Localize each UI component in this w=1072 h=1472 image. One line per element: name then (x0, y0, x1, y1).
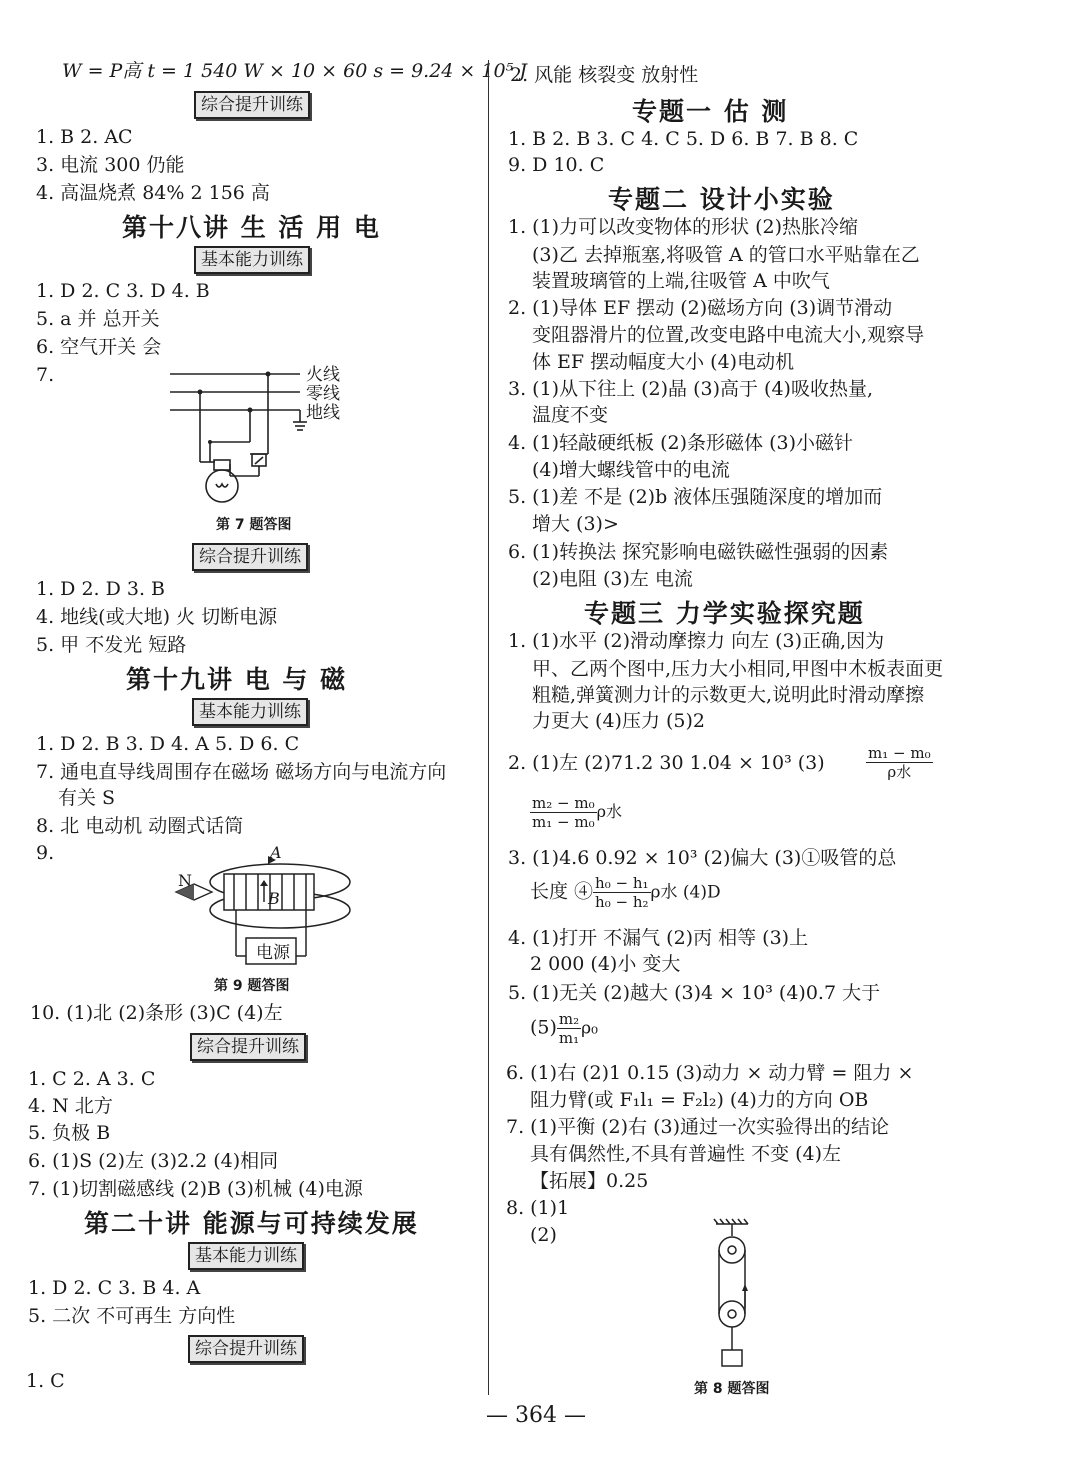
formula-line: W = P高 t = 1 540 W × 10 × 60 s = 9.24 × 10⁵ J (62, 60, 527, 82)
answer-line: 6. (1)S (2)左 (3)2.2 (4)相同 (28, 1150, 279, 1172)
answer-line: 5. 负极 B (28, 1122, 111, 1144)
answer-line: 7. (1)平衡 (2)右 (3)通过一次实验得出的结论 (506, 1116, 889, 1138)
answer-line: 1. C (26, 1370, 65, 1392)
answer-line: 8. (1)1 (506, 1197, 570, 1219)
answer-line: (2)电阻 (3)左 电流 (532, 568, 693, 590)
answer-line: 1. (1)水平 (2)滑动摩擦力 向左 (3)正确,因为 (508, 630, 885, 652)
answer-line: 具有偶然性,不具有普遍性 不变 (4)左 (530, 1143, 842, 1165)
answer-line: 10. (1)北 (2)条形 (3)C (4)左 (30, 1002, 283, 1024)
section-badge-comprehensive: 综合提升训练 (192, 543, 308, 571)
fig7-caption: 第 7 题答图 (216, 517, 292, 533)
answer-line: 1. B 2. AC (36, 126, 133, 148)
section-badge-basic: 基本能力训练 (188, 1242, 304, 1270)
answer-line: 有关 S (58, 787, 116, 809)
answer-line: 2. (1)导体 EF 摆动 (2)磁场方向 (3)调节滑动 (508, 297, 893, 319)
answer-line: 6. (1)转换法 探究影响电磁铁磁性强弱的因素 (508, 541, 889, 563)
q5-fraction-line: (5) $\frac{\text{m₂}}{\text{m₁}}$ ρ₀ (530, 1010, 598, 1047)
answer-line: 4. 高温烧煮 84% 2 156 高 (36, 182, 270, 204)
lecture-19-title: 第十九讲 电 与 磁 (126, 665, 348, 694)
lecture-20-title: 第二十讲 能源与可持续发展 (84, 1209, 419, 1238)
topic-1-title: 专题一 估 测 (632, 97, 789, 126)
answer-line: 装置玻璃管的上端,往吸管 A 中吹气 (532, 270, 830, 292)
fig7-label-ground: 地线 (306, 403, 340, 423)
q3-fraction-line: 长度 ④ $\frac{\text{h₀ − h₁}}{\text{h₀ − h₂}}$ ρ水 (4)D (530, 874, 721, 911)
fig9-label-n: N (178, 871, 192, 890)
answer-line: (2) (530, 1224, 557, 1246)
answer-line: 5. a 并 总开关 (36, 308, 160, 330)
answer-line: 4. (1)轻敲硬纸板 (2)条形磁体 (3)小磁针 (508, 432, 853, 454)
answer-line: 温度不变 (532, 404, 609, 426)
answer-line: 4. 地线(或大地) 火 切断电源 (36, 606, 278, 628)
answer-line: 9. D 10. C (508, 154, 605, 176)
answer-line: 2 000 (4)小 变大 (530, 953, 681, 975)
topic-3-title: 专题三 力学实验探究题 (584, 599, 865, 628)
section-badge-basic: 基本能力训练 (192, 698, 308, 726)
answer-line: 5. 二次 不可再生 方向性 (28, 1305, 236, 1327)
answer-line: 粗糙,弹簧测力计的示数更大,说明此时滑动摩擦 (532, 684, 925, 706)
answer-line: 4. (1)打开 不漏气 (2)丙 相等 (3)上 (508, 927, 809, 949)
answer-line: 2. 风能 核裂变 放射性 (510, 64, 699, 86)
answer-line: 6. (1)右 (2)1 0.15 (3)动力 × 动力臂 = 阻力 × (506, 1062, 914, 1084)
answer-line: 1. B 2. B 3. C 4. C 5. D 6. B 7. B 8. C (508, 128, 859, 150)
answer-line: 1. D 2. C 3. B 4. A (28, 1277, 201, 1299)
answer-line: 增大 (3)> (532, 513, 619, 535)
answer-line: 8. 北 电动机 动圈式话筒 (36, 815, 244, 837)
answer-line: 1. C 2. A 3. C (28, 1068, 156, 1090)
answer-line: 变阻器滑片的位置,改变电路中电流大小,观察导 (532, 324, 925, 346)
fig9-caption: 第 9 题答图 (214, 978, 290, 994)
section-badge-comprehensive: 综合提升训练 (188, 1335, 304, 1363)
answer-line: 2. (1)左 (2)71.2 30 1.04 × 10³ (3) (508, 752, 825, 774)
fig9-label-b: B (268, 889, 280, 908)
column-divider (488, 60, 489, 1395)
answer-line: 5. 甲 不发光 短路 (36, 634, 187, 656)
answer-line: 1. D 2. B 3. D 4. A 5. D 6. C (36, 733, 300, 755)
answer-line: 3. (1)从下往上 (2)晶 (3)高于 (4)吸收热量, (508, 378, 873, 400)
answer-line: 6. 空气开关 会 (36, 336, 162, 358)
answer-line: 【拓展】0.25 (530, 1170, 649, 1192)
fig8-caption: 第 8 题答图 (694, 1381, 770, 1397)
answer-line: 7. (1)切割磁感线 (2)B (3)机械 (4)电源 (28, 1178, 363, 1200)
answer-line: 体 EF 摆动幅度大小 (4)电动机 (532, 351, 795, 373)
lecture-18-title: 第十八讲 生 活 用 电 (122, 213, 381, 242)
answer-line: 7. (36, 364, 55, 386)
answer-line: 1. (1)力可以改变物体的形状 (2)热胀冷缩 (508, 216, 859, 238)
answer-line: 3. 电流 300 仍能 (36, 154, 185, 176)
answer-line: 力更大 (4)压力 (5)2 (532, 710, 705, 732)
answer-line: (3)乙 去掉瓶塞,将吸管 A 的管口水平贴靠在乙 (532, 244, 920, 266)
answer-line: 1. D 2. D 3. B (36, 578, 166, 600)
topic-2-title: 专题二 设计小实验 (608, 185, 835, 214)
fig7-label-live: 火线 (306, 365, 340, 385)
section-badge-comprehensive: 综合提升训练 (190, 1033, 306, 1061)
answer-line: 阻力臂(或 F₁l₁ = F₂l₂) (4)力的方向 OB (530, 1089, 869, 1111)
answer-line: 9. (36, 842, 55, 864)
q2-fraction-2: $\frac{\text{m₂ − m₀}}{\text{m₁ − m₀}}$ ρ水 (532, 794, 622, 831)
section-badge-basic: 基本能力训练 (194, 246, 310, 274)
section-badge-comprehensive: 综合提升训练 (194, 91, 310, 119)
answer-line: 3. (1)4.6 0.92 × 10³ (2)偏大 (3)①吸管的总 (508, 847, 897, 869)
fig7-label-neutral: 零线 (306, 384, 340, 404)
answer-line: 7. 通电直导线周围存在磁场 磁场方向与电流方向 (36, 761, 447, 783)
page-number: — 364 — (486, 1403, 586, 1428)
answer-line: 5. (1)差 不是 (2)b 液体压强随深度的增加而 (508, 486, 883, 508)
answer-line: 4. N 北方 (28, 1095, 113, 1117)
fig9-label-a: A (270, 843, 282, 862)
answer-line: (4)增大螺线管中的电流 (532, 459, 730, 481)
answer-line: 甲、乙两个图中,压力大小相同,甲图中木板表面更 (532, 658, 944, 680)
answer-line: 1. D 2. C 3. D 4. B (36, 280, 210, 302)
answer-line: 5. (1)无关 (2)越大 (3)4 × 10³ (4)0.7 大于 (508, 982, 881, 1004)
fig9-power-label: 电源 (256, 943, 290, 963)
fig8-pulley-diagram (700, 1218, 780, 1398)
q2-fraction-1: m₁ − m₀ ρ水 (868, 744, 931, 781)
